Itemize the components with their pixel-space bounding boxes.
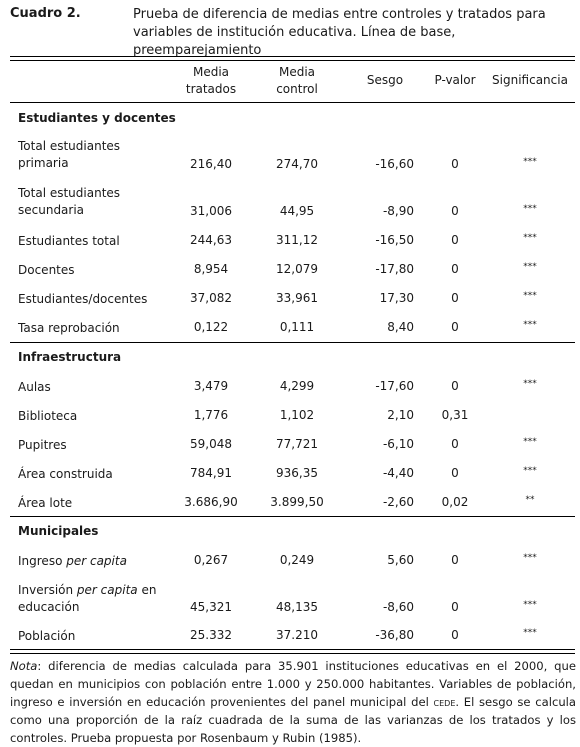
table-number: Cuadro 2.	[10, 6, 81, 21]
cell-significancia: ***	[523, 157, 537, 167]
row-label: Inversión per capita en educación	[18, 583, 157, 614]
cell-media-tratados: 216,40	[190, 157, 232, 171]
cell-media-control: 48,135	[276, 600, 318, 614]
cell-p-valor: 0	[451, 379, 459, 393]
cell-sesgo: 8,40	[387, 320, 414, 334]
row-label: Área construida	[18, 467, 113, 481]
note-text-1: : diferencia de medias calculada para 35.901 instituciones educativas en el 2000, que quedan en municipios con población entre 1.000 y 250.000 habitantes. Variables de población, ingreso e inversión en educación provenientes del panel municipal del	[10, 659, 576, 709]
cell-media-tratados: 3.686,90	[184, 495, 238, 509]
section-rule	[10, 516, 575, 517]
table-note	[10, 657, 576, 747]
cell-significancia: ***	[523, 291, 537, 301]
cell-media-tratados: 0,267	[193, 553, 229, 567]
cell-significancia: ***	[523, 379, 537, 389]
header-media-tratados: Media tratados	[185, 65, 237, 96]
section-estudiantes-docentes: Estudiantes y docentes	[18, 111, 176, 125]
row-label: Docentes	[18, 263, 75, 277]
cell-significancia: ***	[523, 600, 537, 610]
section-infraestructura: Infraestructura	[18, 350, 122, 364]
cell-media-tratados: 37,082	[190, 291, 232, 305]
header-rule	[10, 102, 575, 103]
cell-sesgo: -8,60	[382, 600, 414, 614]
cell-sesgo: 17,30	[379, 291, 414, 305]
cell-media-tratados: 25.332	[190, 628, 232, 642]
cell-media-tratados: 3,479	[193, 379, 229, 393]
header-sesgo: Sesgo	[366, 73, 404, 87]
cell-sesgo: -4,40	[382, 466, 414, 480]
cell-media-tratados: 244,63	[190, 233, 232, 247]
cell-sesgo: -17,80	[375, 262, 414, 276]
header-significancia: Significancia	[492, 73, 568, 87]
section-municipales: Municipales	[18, 524, 99, 538]
cell-significancia: ***	[523, 437, 537, 447]
cell-media-control: 0,111	[279, 320, 315, 334]
cell-significancia: **	[525, 495, 535, 505]
cell-media-control: 1,102	[279, 408, 315, 422]
cell-sesgo: -8,90	[382, 204, 414, 218]
cell-p-valor: 0	[451, 600, 459, 614]
row-label: Tasa reprobación	[18, 321, 120, 335]
note-lead: Nota	[10, 659, 38, 673]
cell-sesgo: -36,80	[375, 628, 414, 642]
cell-sesgo: -16,50	[375, 233, 414, 247]
cell-media-control: 12,079	[276, 262, 318, 276]
note-cede: cede	[433, 695, 456, 709]
cell-p-valor: 0	[451, 553, 459, 567]
cell-media-tratados: 59,048	[190, 437, 232, 451]
row-label: Aulas	[18, 380, 51, 394]
cell-media-tratados: 31,006	[190, 204, 232, 218]
row-label: Estudiantes total	[18, 234, 120, 248]
cell-media-tratados: 784,91	[190, 466, 232, 480]
cell-p-valor: 0	[451, 628, 459, 642]
cell-p-valor: 0,31	[441, 408, 469, 422]
row-label: Área lote	[18, 496, 73, 510]
cell-significancia: ***	[523, 262, 537, 272]
cell-media-control: 4,299	[279, 379, 315, 393]
cell-p-valor: 0	[451, 262, 459, 276]
cell-significancia: ***	[523, 204, 537, 214]
cell-media-tratados: 1,776	[193, 408, 229, 422]
cell-media-tratados: 8,954	[193, 262, 229, 276]
cell-p-valor: 0	[451, 233, 459, 247]
cell-media-tratados: 45,321	[190, 600, 232, 614]
cell-significancia: ***	[523, 628, 537, 638]
cell-sesgo: 5,60	[387, 553, 414, 567]
top-double-rule	[10, 56, 575, 61]
cell-significancia: ***	[523, 466, 537, 476]
row-label: Biblioteca	[18, 409, 78, 423]
row-label: Ingreso per capita	[18, 554, 127, 568]
row-label: Pupitres	[18, 438, 67, 452]
header-media-control: Media control	[276, 65, 318, 96]
cell-media-control: 311,12	[276, 233, 318, 247]
cell-media-tratados: 0,122	[193, 320, 229, 334]
cell-sesgo: -6,10	[382, 437, 414, 451]
cell-p-valor: 0	[451, 291, 459, 305]
cell-media-control: 274,70	[276, 157, 318, 171]
cell-media-control: 33,961	[276, 291, 318, 305]
bottom-double-rule	[10, 649, 575, 654]
row-label: Total estudiantes secundaria	[18, 186, 121, 217]
cell-p-valor: 0,02	[441, 495, 469, 509]
cell-p-valor: 0	[451, 466, 459, 480]
section-rule	[10, 342, 575, 343]
note-text-2: . El sesgo se calcula como una proporción de la raíz cuadrada de la suma de las varianzas de los tratados y los controles. Prueba propuesta por Rosenbaum y Rubin (1985).	[10, 695, 577, 745]
cell-media-control: 0,249	[279, 553, 315, 567]
cell-sesgo: 2,10	[387, 408, 414, 422]
row-label: Población	[18, 629, 76, 643]
cell-media-control: 77,721	[276, 437, 318, 451]
cell-sesgo: -17,60	[375, 379, 414, 393]
cell-significancia: ***	[523, 553, 537, 563]
cell-p-valor: 0	[451, 437, 459, 451]
cell-p-valor: 0	[451, 320, 459, 334]
header-p-valor: P-valor	[434, 73, 476, 87]
cell-media-control: 44,95	[279, 204, 315, 218]
cell-sesgo: -2,60	[382, 495, 414, 509]
cell-media-control: 37.210	[276, 628, 318, 642]
cell-sesgo: -16,60	[375, 157, 414, 171]
row-label: Estudiantes/docentes	[18, 292, 148, 306]
table-title: Prueba de diferencia de medias entre controles y tratados para variables de institución educativa. Línea de base, preemparejamiento	[133, 7, 546, 58]
table-caption	[10, 6, 570, 58]
cell-media-control: 936,35	[276, 466, 318, 480]
cell-p-valor: 0	[451, 204, 459, 218]
cell-media-control: 3.899,50	[270, 495, 324, 509]
cell-significancia: ***	[523, 233, 537, 243]
cell-p-valor: 0	[451, 157, 459, 171]
row-label: Total estudiantes primaria	[18, 139, 121, 170]
cell-significancia: ***	[523, 320, 537, 330]
